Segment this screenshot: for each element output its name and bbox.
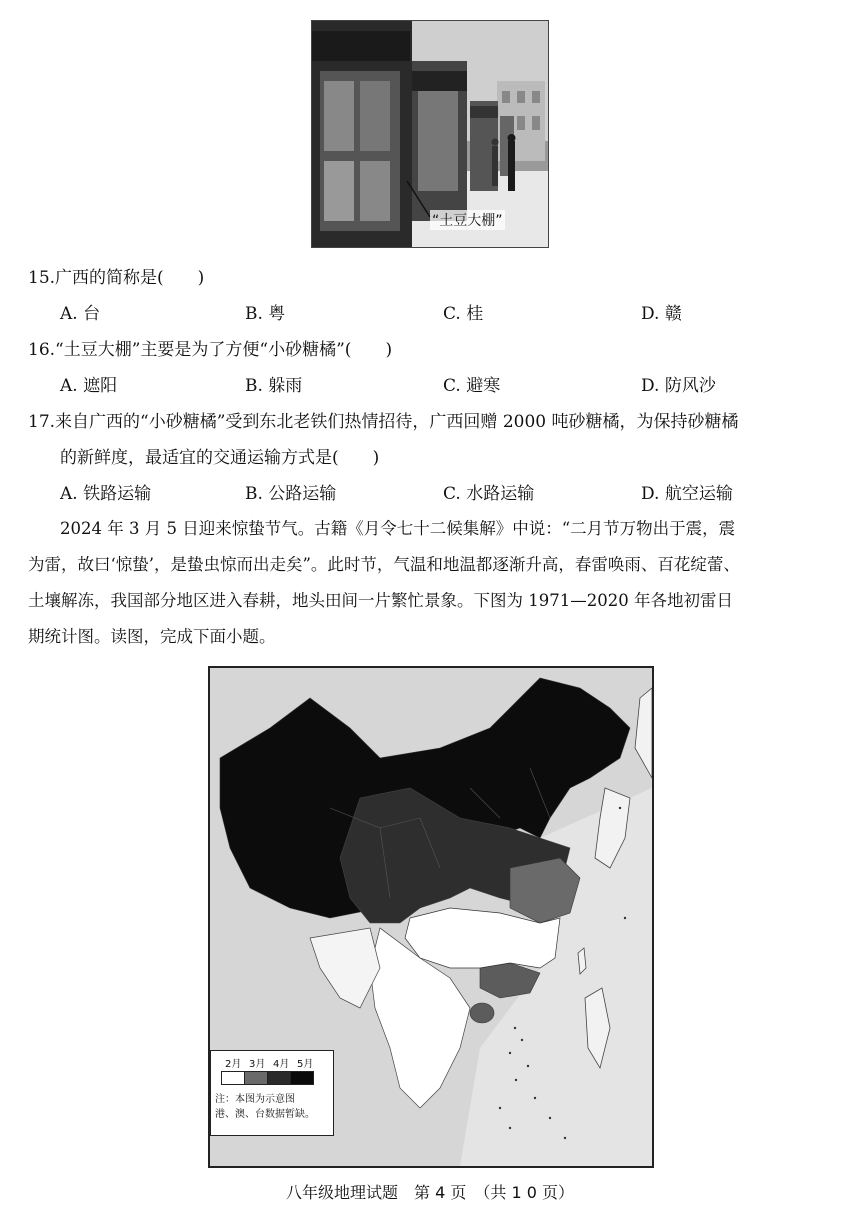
passage-line-4: 期统计图。读图，完成下面小题。: [28, 627, 276, 646]
option-15-d[interactable]: D. 赣: [641, 304, 682, 324]
legend-label-mar: 3月: [249, 1059, 266, 1070]
option-17-c[interactable]: C. 水路运输: [443, 484, 535, 504]
question-stem: 广西的简称是( ): [55, 268, 205, 288]
question-17-line2: 的新鲜度，最适宜的交通运输方式是( ): [60, 448, 380, 468]
option-17-a[interactable]: A. 铁路运输: [60, 484, 152, 504]
legend-label-may: 5月: [297, 1059, 314, 1070]
question-stem-line1: 来自广西的“小砂糖橘”受到东北老铁们热情招待，广西回赠 2000 吨砂糖橘，为保持砂糖橘: [55, 412, 739, 432]
option-16-c[interactable]: C. 避寒: [443, 376, 501, 396]
legend-note-line2: 港、澳、台数据暂缺。: [215, 1109, 315, 1120]
legend-label-feb: 2月: [225, 1059, 242, 1070]
option-15-b[interactable]: B. 粤: [245, 304, 286, 324]
legend-swatch-may: [290, 1071, 314, 1085]
question-number: 15.: [28, 268, 56, 288]
page-footer: 八年级地理试题 第 4 页 （共 1 0 页）: [286, 1183, 574, 1202]
option-16-b[interactable]: B. 躲雨: [245, 376, 303, 396]
passage-line-3: 土壤解冻，我国部分地区进入春耕，地头田间一片繁忙景象。下图为 1971—2020 年各地初雷日: [28, 591, 733, 610]
legend-note-line1: 注：本图为示意图: [215, 1094, 295, 1105]
option-15-c[interactable]: C. 桂: [443, 304, 484, 324]
question-number: 17.: [28, 412, 56, 432]
legend-label-apr: 4月: [273, 1059, 290, 1070]
option-15-a[interactable]: A. 台: [60, 304, 101, 324]
option-16-d[interactable]: D. 防风沙: [641, 376, 716, 396]
passage-line-1: 2024 年 3 月 5 日迎来惊蛰节气。古籍《月令七十二候集解》中说：“二月节万物出于震，震: [60, 519, 736, 538]
legend-swatch-feb: [221, 1071, 245, 1085]
potato-greenhouse-photo: [311, 20, 549, 248]
photo-caption: “土豆大棚”: [430, 210, 505, 230]
question-16: [28, 338, 392, 362]
option-17-b[interactable]: B. 公路运输: [245, 484, 337, 504]
question-number: 16.: [28, 340, 56, 360]
question-17: [28, 410, 739, 434]
legend-swatch-apr: [267, 1071, 291, 1085]
region-march-east: [510, 858, 580, 923]
question-stem: “土豆大棚”主要是为了方便“小砂糖橘”( ): [55, 340, 393, 360]
legend-swatch-mar: [244, 1071, 268, 1085]
map-legend: [210, 1050, 334, 1136]
region-hainan: [470, 1003, 494, 1023]
passage-line-2: 为雷，故曰‘惊蛰’，是蛰虫惊而出走矣”。此时节，气温和地温都逐渐升高，春雷唤雨、百花绽蕾、: [28, 555, 740, 574]
first-thunder-date-map: [208, 666, 654, 1168]
option-16-a[interactable]: A. 遮阳: [60, 376, 118, 396]
question-15: [28, 266, 204, 290]
option-17-d[interactable]: D. 航空运输: [641, 484, 733, 504]
